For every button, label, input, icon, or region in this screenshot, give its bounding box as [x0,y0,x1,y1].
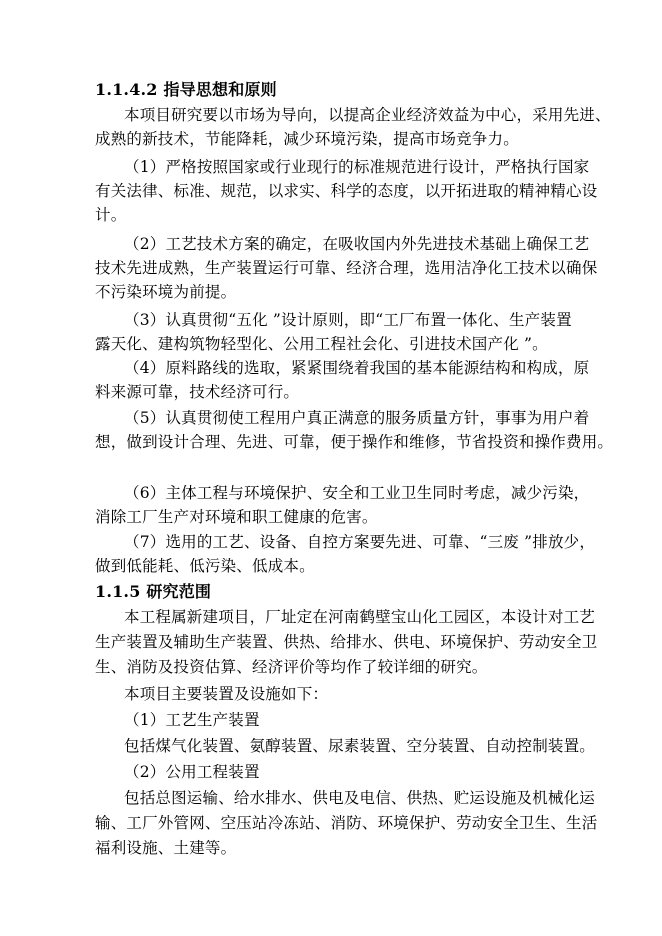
principle-item-1-line: 计。 [95,206,127,224]
principle-item-4-line: 料来源可靠，技术经济可行。 [95,383,300,401]
principle-item-2-line: 不污染环境为前提。 [95,283,237,301]
subsection-text-utilities: 福利设施、土建等。 [95,839,237,857]
principle-item-3-line: 露天化、建构筑物轻型化、公用工程社会化、引进技术国产化 ”。 [95,335,548,353]
principle-item-1-line: 有关法律、标准、规范，以求实、科学的态度，以开拓进取的精神精心设 [95,182,598,200]
principle-item-6-line: 消除工厂生产对环境和职工健康的危害。 [95,508,378,526]
paragraph-line: 本工程属新建项目，厂址定在河南鹤壁宝山化工园区，本设计对工艺 [124,608,596,626]
principle-item-4-line: （4）原料路线的选取，紧紧围绕着我国的基本能源结构和构成，原 [124,359,590,377]
section-number: 1.1.5 [95,582,141,601]
section-title: 研究范围 [146,582,212,601]
principle-item-6-line: （6）主体工程与环境保护、安全和工业卫生同时考虑，减少污染， [124,484,590,502]
subsection-title-utilities: （2）公用工程装置 [124,763,260,781]
principle-item-7-line: （7）选用的工艺、设备、自控方案要先进、可靠、“三废 ”排放少， [124,533,596,551]
paragraph-line: 成熟的新技术，节能降耗，减少环境污染，提高市场竞争力。 [95,130,519,148]
section-heading-research-scope [95,580,615,604]
paragraph-line: 本项目研究要以市场为导向，以提高企业经济效益为中心，采用先进、 [124,106,611,124]
principle-item-1-line: （1）严格按照国家或行业现行的标准规范进行设计，严格执行国家 [124,158,590,176]
subsection-text-utilities: 输、工厂外管网、空压站冷冻站、消防、环境保护、劳动安全卫生、生活 [95,814,598,832]
paragraph-line: 生产装置及辅助生产装置、供热、给排水、供电、环境保护、劳动安全卫 [95,633,598,651]
paragraph-line: 生、消防及投资估算、经济评价等均作了较详细的研究。 [95,658,488,676]
section-number: 1.1.4.2 [95,80,158,99]
principle-item-2-line: 技术先进成熟，生产装置运行可靠、经济合理，选用洁净化工技术以确保 [95,259,598,277]
subsection-text-process-units: 包括煤气化装置、氨醇装置、尿素装置、空分装置、自动控制装置。 [124,737,596,755]
subsection-text-utilities: 包括总图运输、给水排水、供电及电信、供热、贮运设施及机械化运 [124,789,596,807]
principle-item-3-line: （3）认真贯彻“五化 ”设计原则，即“工厂布置一体化、生产装置 [124,311,572,329]
principle-item-2-line: （2）工艺技术方案的确定，在吸收国内外先进技术基础上确保工艺 [124,235,590,253]
principle-item-5-line: 想，做到设计合理、先进、可靠，便于操作和维修，节省投资和操作费用。 [95,433,614,451]
list-intro: 本项目主要装置及设施如下： [124,685,329,703]
principle-item-5-line: （5）认真贯彻使工程用户真正满意的服务质量方针，事事为用户着 [124,409,590,427]
section-heading-guiding-principles [95,78,615,102]
section-title: 指导思想和原则 [163,80,277,99]
principle-item-7-line: 做到低能耗、低污染、低成本。 [95,557,315,575]
subsection-title-process-units: （1）工艺生产装置 [124,711,260,729]
